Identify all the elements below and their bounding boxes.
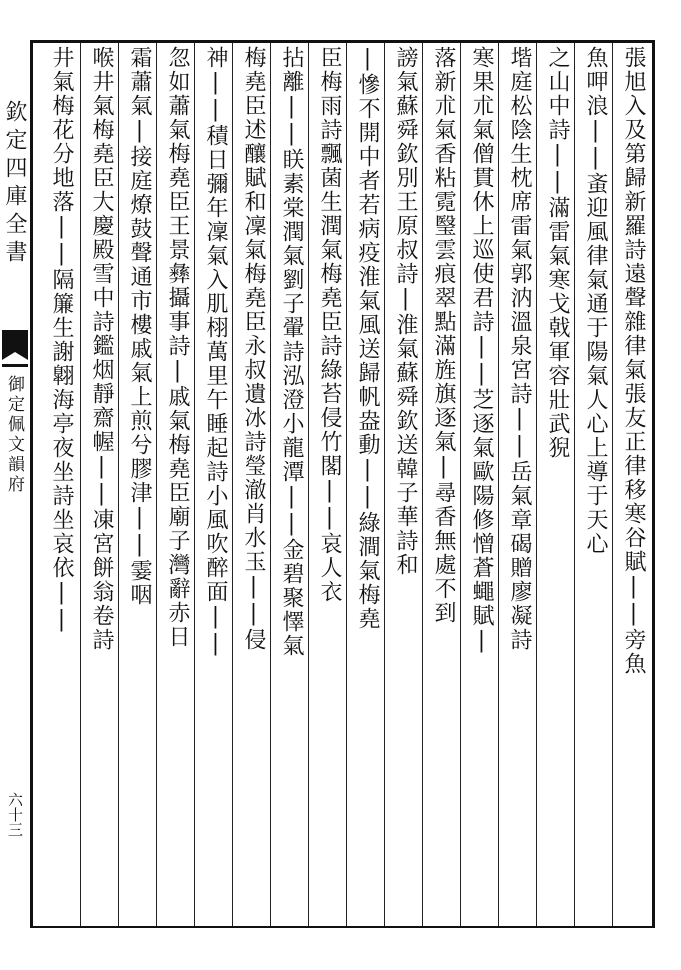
column-rule bbox=[156, 43, 157, 926]
text-column: 落新朮氣香粘霓瑿雲痕翠點滿旌旗逐氣|尋香無處不到 bbox=[431, 46, 456, 625]
column-rule bbox=[612, 43, 613, 926]
column-rule bbox=[384, 43, 385, 926]
frame-left-border bbox=[30, 40, 33, 928]
column-rule bbox=[308, 43, 309, 926]
text-column: 寒果朮氣僧貫休上巡使君詩||芝逐氣歐陽修憎蒼蠅賦| bbox=[469, 46, 494, 655]
text-column: |慘不開中者若病疫淮氣風送歸帆盎動||綠澗氣梅堯 bbox=[355, 46, 380, 631]
fishtail-mark-icon bbox=[2, 330, 28, 370]
text-column: 霜蕭氣|接庭燎鼓聲通市樓戚氣上煎兮膠津||霎咽 bbox=[127, 46, 152, 607]
text-column: 喉井氣梅堯臣大慶殿雪中詩鑑烟靜齋幄||凍宮餅翁卷詩 bbox=[89, 46, 114, 652]
text-column: 拈離||眹素棠潤氣劉子翬詩泓澄小龍潭||金碧聚懌氣 bbox=[279, 46, 304, 658]
margin-book-title: 欽定四庫全書 bbox=[2, 100, 27, 268]
text-column: 謗氣蘇舜欽別王原叔詩|淮氣蘇舜欽送韓子華詩和 bbox=[393, 46, 418, 577]
column-rule bbox=[346, 43, 347, 926]
column-rule bbox=[422, 43, 423, 926]
text-column: 堦庭松陰生枕席雷氣郭汭溫泉宮詩||岳氣章碣贈廖凝詩 bbox=[507, 46, 532, 652]
text-column: 梅堯臣述釀賦和凜氣梅堯臣永叔遺冰詩瑩澈肖水玉||侵 bbox=[241, 46, 266, 652]
column-rule bbox=[80, 43, 81, 926]
text-column: 之山中詩||滿雷氣寒戈戟軍容壯武猊 bbox=[545, 46, 570, 460]
column-rule bbox=[498, 43, 499, 926]
margin-subtitle: 御定佩文韻府 bbox=[4, 375, 24, 495]
column-rule bbox=[574, 43, 575, 926]
frame-bottom-border bbox=[30, 926, 654, 928]
page-number: 六十三 bbox=[6, 792, 24, 837]
column-rule bbox=[118, 43, 119, 926]
margin-strip bbox=[0, 40, 30, 928]
text-column: 井氣梅花分地落||隔簾生謝翺海亭夜坐詩坐哀依|| bbox=[49, 46, 74, 634]
column-rule bbox=[536, 43, 537, 926]
frame-top-border bbox=[30, 40, 654, 43]
column-rule bbox=[232, 43, 233, 926]
column-rule bbox=[460, 43, 461, 926]
text-column: 魚呷浪||蚉迎風律氣通于陽氣人心上導于天心 bbox=[583, 46, 608, 556]
text-column: 神||積日彌年凜氣入肌栩萬里午睡起詩小風吹醉面|| bbox=[203, 46, 228, 658]
frame-right-border bbox=[652, 40, 655, 928]
text-column: 張旭入及第歸新羅詩遠聲雜律氣張友正律移寒谷賦||旁魚 bbox=[621, 46, 646, 676]
column-rule bbox=[194, 43, 195, 926]
text-column: 臣梅雨詩飄菌生潤氣梅堯臣詩綠苔侵竹閣||哀人衣 bbox=[317, 46, 342, 604]
column-rule bbox=[270, 43, 271, 926]
text-column: 忽如蕭氣梅堯臣王景彝攝事詩|戚氣梅堯臣廟子灣辭赤日 bbox=[165, 46, 190, 649]
